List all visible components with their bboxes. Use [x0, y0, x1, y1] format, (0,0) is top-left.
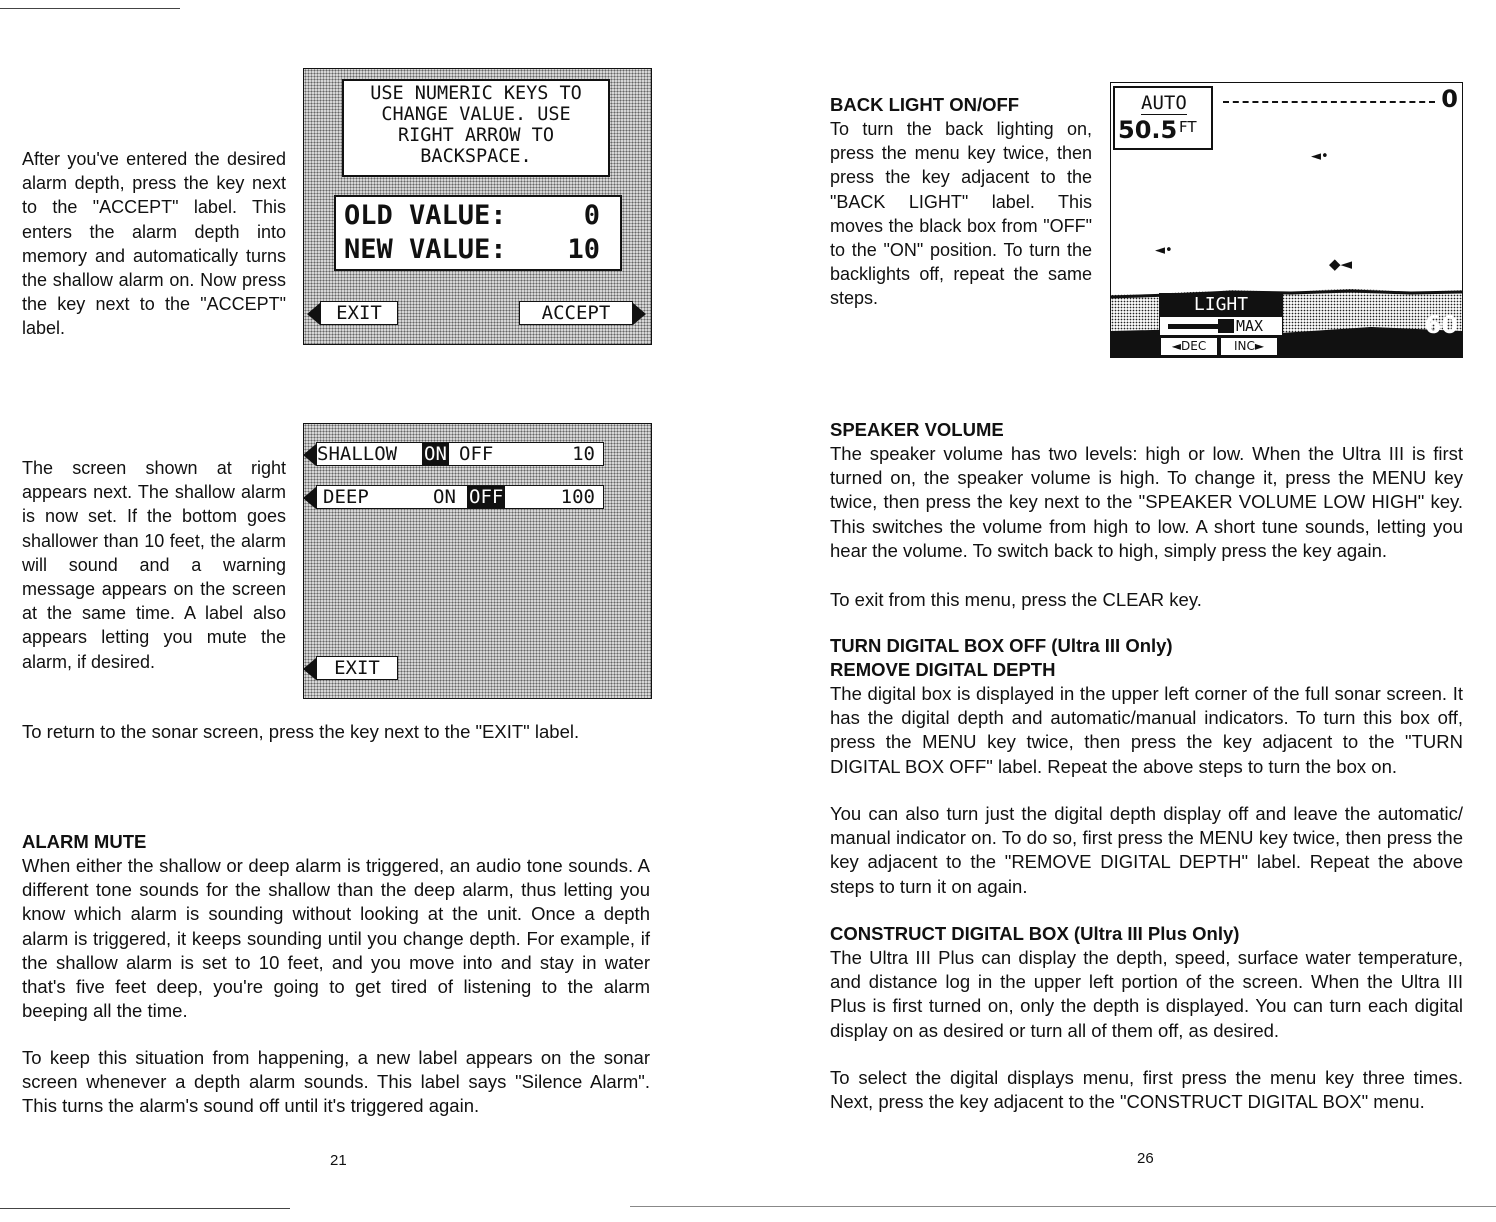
old-value: 0 — [583, 200, 600, 231]
scan-edge-bottom-left — [0, 1208, 290, 1209]
exit-button[interactable]: EXIT — [320, 301, 398, 325]
deep-depth-value: 100 — [560, 486, 595, 508]
instruction-line: USE NUMERIC KEYS TO — [370, 83, 582, 104]
speaker-volume-paragraph: The speaker volume has two levels: high or low. When the Ultra III is first turned on, the speaker volume is high. To change it, press the MENU key twice, then press the key next to the "SPEAKER VOLUME LOW HIGH" key. This switches the volume from high to low. A short tune sounds, letting you hear the volume. To switch back to high, simply press the key again. — [830, 443, 1463, 561]
backlight-control[interactable] — [1159, 293, 1283, 358]
instruction-line: RIGHT ARROW TO — [398, 125, 554, 146]
digital-box — [1113, 86, 1213, 150]
page-number: 21 — [330, 1152, 347, 1169]
exit-button[interactable]: EXIT — [316, 656, 398, 680]
instruction-box — [342, 79, 610, 177]
accept-button[interactable]: ACCEPT — [519, 301, 633, 325]
page-number: 26 — [1137, 1150, 1154, 1167]
alarm-mute-paragraph-1: When either the shallow or deep alarm is triggered, an audio tone sounds. A different tone sounds for the shallow than the deep alarm, thus letting you know which alarm is sounding without looking at the unit. Once a depth alarm is triggered, it keeps sounding until you change depth. For example, if the shallow alarm is set to 10 feet, and you move into and stay in water that's five feet deep, you're going to get tired of listening to the alarm beeping all the time. — [22, 855, 650, 1022]
surface-line — [1223, 101, 1435, 103]
fish-icon: ◄• — [1311, 149, 1329, 164]
light-label: LIGHT — [1193, 294, 1249, 315]
speaker-volume-heading: SPEAKER VOLUME — [830, 419, 1004, 440]
top-depth-scale: 0 — [1441, 85, 1458, 113]
inc-button[interactable]: INC► — [1220, 337, 1278, 356]
auto-indicator: AUTO — [1141, 92, 1187, 114]
fish-icon: ◄• — [1155, 243, 1173, 258]
brightness-row — [1160, 317, 1282, 335]
construct-paragraph-2: To select the digital displays menu, first press the menu key three times. Next, press the key adjacent to the "CONSTRUCT DIGITAL BOX" menu. — [830, 1067, 1463, 1113]
digital-box-paragraph: The digital box is displayed in the upper left corner of the full sonar screen. It has the digital depth and automatic/manual indicators. To turn this box off, press the MENU key twice, then press the key adjacent to the "TURN DIGITAL BOX OFF" label. Repeat the above steps to turn the box on. — [830, 683, 1463, 777]
digital-depth: 50.5 — [1118, 116, 1178, 144]
backlight-heading: BACK LIGHT ON/OFF — [830, 94, 1020, 115]
shallow-label: SHALLOW — [317, 443, 398, 465]
digital-box-heading: TURN DIGITAL BOX OFF (Ultra III Only) — [830, 635, 1173, 656]
deep-alarm-row[interactable] — [316, 485, 604, 509]
scan-edge-top — [0, 8, 180, 9]
construct-paragraph-1: The Ultra III Plus can display the depth, speed, surface water temperature, and distance log in the upper left portion of the screen. When the Ultra III Plus is first turned on, only the depth is displayed. You can turn each digital display on as desired or turn all of them off, as desired. — [830, 947, 1463, 1041]
brightness-slider-thumb[interactable] — [1218, 319, 1234, 333]
shallow-off-option: OFF — [459, 443, 494, 465]
instruction-line: BACKSPACE. — [420, 146, 532, 167]
deep-label: DEEP — [323, 486, 369, 508]
shallow-alarm-paragraph: The screen shown at right appears next. The shallow alarm is now set. If the bottom goes shallower than 10 feet, the alarm will sound and a warning message appears on the screen at the same time. A label also appears letting you mute the alarm, if desired. — [22, 458, 286, 672]
sonar-screen — [1110, 82, 1463, 358]
depth-unit: FT — [1179, 118, 1197, 136]
max-label: MAX — [1236, 317, 1264, 335]
shallow-alarm-row[interactable] — [316, 442, 604, 466]
old-value-label: OLD VALUE: — [344, 200, 507, 231]
bottom-depth-scale: 60 — [1424, 311, 1458, 339]
deep-off-selected: OFF — [469, 486, 504, 508]
shallow-on-selected: ON — [424, 443, 447, 465]
fish-icon: ◆◄ — [1329, 255, 1353, 273]
depth-alarm-screen — [303, 423, 652, 699]
dec-button[interactable]: ◄DEC — [1160, 337, 1218, 356]
alarm-mute-paragraph-2: To keep this situation from happening, a new label appears on the sonar screen whenever a depth alarm sounds. This label says "Silence Alarm". This turns the alarm's sound off until it's triggered again. — [22, 1047, 650, 1117]
remove-depth-paragraph: You can also turn just the digital depth display off and leave the automatic/ manual indicator on. To do so, first press the MENU key twice, then press the key adjacent to the "REMOVE DIGITAL DEPTH" label. Repeat the above steps to turn it on again. — [830, 803, 1463, 897]
scan-edge-bottom-right — [630, 1206, 1496, 1207]
new-value-label: NEW VALUE: — [344, 234, 507, 265]
accept-paragraph: After you've entered the desired alarm depth, press the key next to the "ACCEPT" label. This enters the alarm depth into memory and automatically turns the shallow alarm on. Now press the key next to the "ACCEPT" label. — [22, 149, 286, 339]
return-paragraph: To return to the sonar screen, press the key next to the "EXIT" label. — [22, 721, 580, 742]
instruction-line: CHANGE VALUE. USE — [381, 104, 571, 125]
shallow-depth-value: 10 — [572, 443, 595, 465]
deep-on-option: ON — [433, 486, 456, 508]
accept-value-screen — [303, 68, 652, 345]
construct-digital-box-heading: CONSTRUCT DIGITAL BOX (Ultra III Plus Only) — [830, 923, 1240, 944]
value-box — [334, 195, 622, 271]
alarm-mute-heading: ALARM MUTE — [22, 831, 147, 852]
exit-menu-paragraph: To exit from this menu, press the CLEAR key. — [830, 589, 1202, 610]
remove-digital-depth-heading: REMOVE DIGITAL DEPTH — [830, 659, 1056, 680]
backlight-paragraph: To turn the back lighting on, press the menu key twice, then press the key adjacent to the "BACK LIGHT" label. This moves the black box from "OFF" to the "ON" position. To turn the backlights off, repeat the same steps. — [830, 119, 1092, 309]
new-value: 10 — [567, 234, 600, 265]
